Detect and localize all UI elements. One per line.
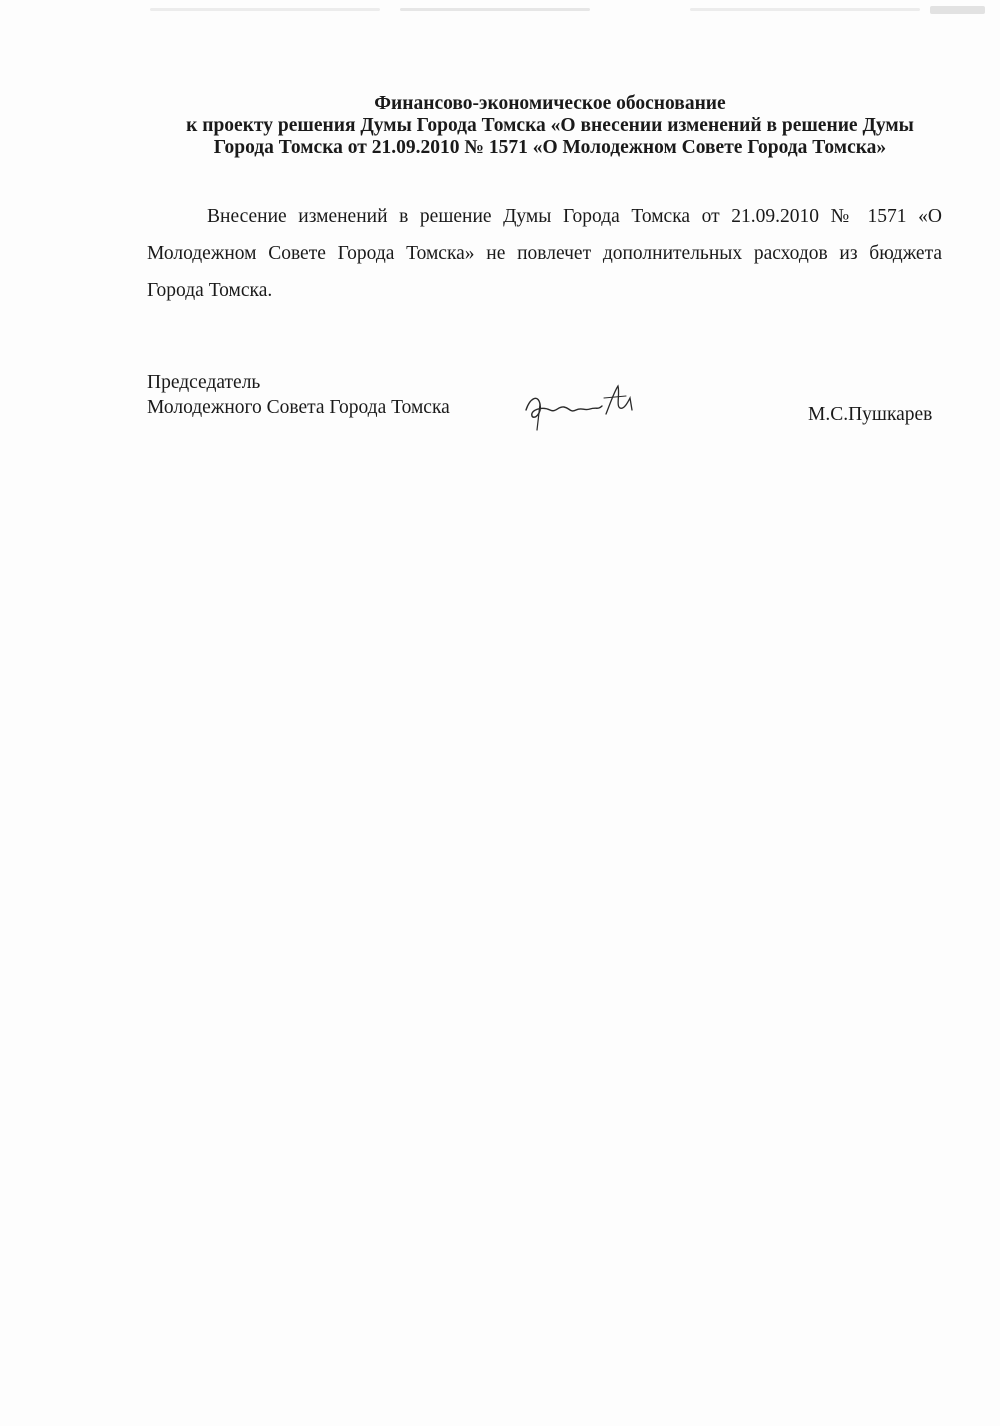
title-line-1: Финансово-экономическое обоснование <box>374 93 726 114</box>
position-line-1: Председатель <box>147 372 261 393</box>
signature-position <box>147 370 450 420</box>
title-line-2: к проекту решения Думы Города Томска «О внесении изменений в решение Думы <box>186 115 914 136</box>
scan-artifact <box>150 8 380 11</box>
signer-name: М.С.Пушкарев <box>808 404 933 425</box>
scan-artifact <box>400 8 590 11</box>
handwritten-signature <box>520 380 640 435</box>
body-paragraph-container <box>147 198 942 309</box>
body-paragraph: Внесение изменений в решение Думы Города Томска от 21.09.2010 № 1571 «О Молодежном Совете Города Томска» не повлечет дополнительных расходов из бюджета Города Томска. <box>147 206 942 301</box>
position-line-2: Молодежного Совета Города Томска <box>147 397 450 418</box>
scan-artifact <box>930 6 985 14</box>
scan-artifact <box>690 8 920 11</box>
document-title <box>140 93 960 159</box>
title-line-3: Города Томска от 21.09.2010 № 1571 «О Молодежном Совете Города Томска» <box>213 137 887 158</box>
